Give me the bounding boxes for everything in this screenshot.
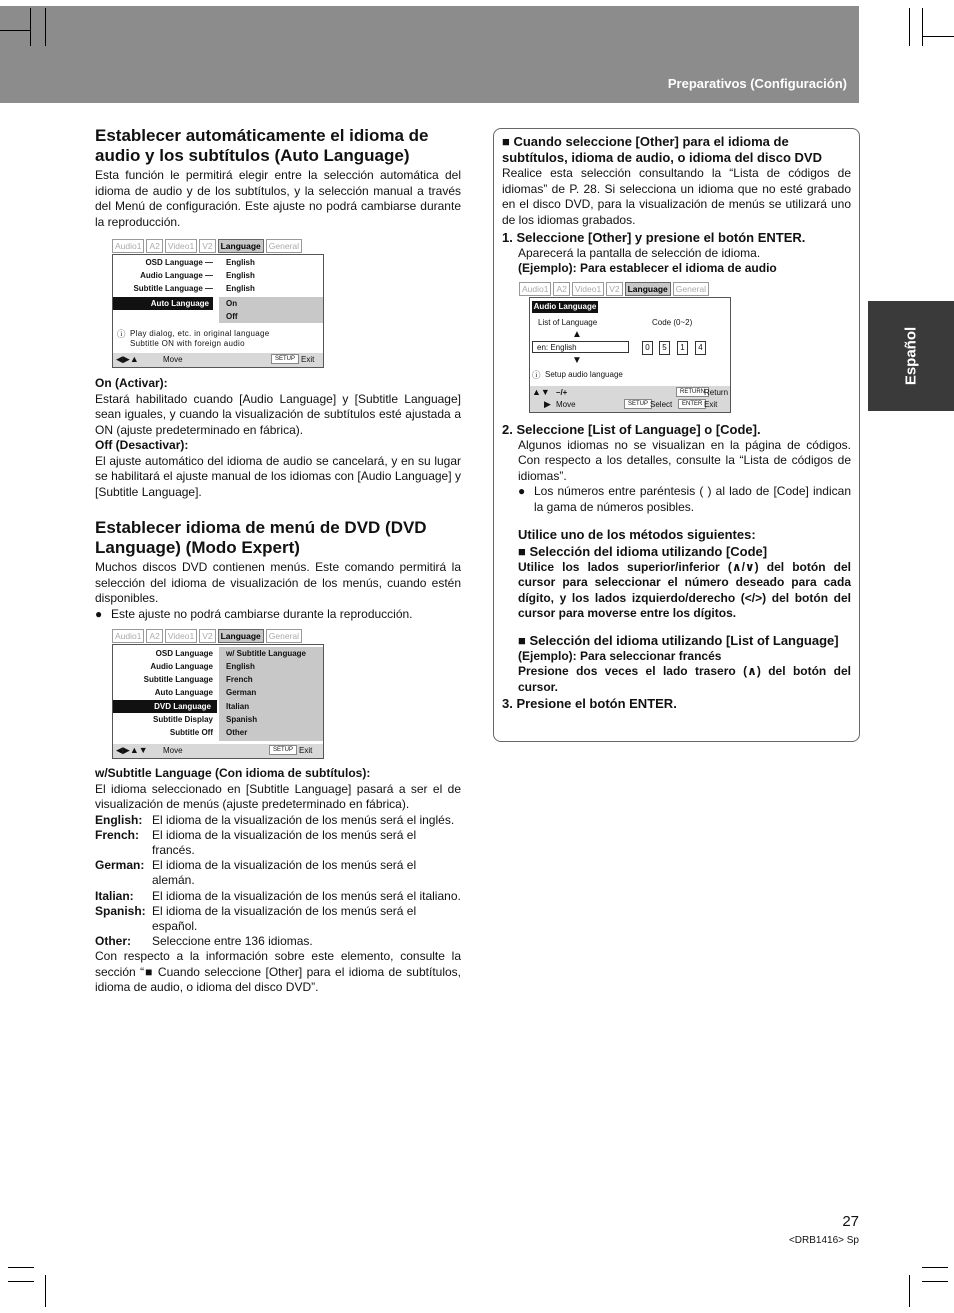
tab-video1: Video1	[165, 629, 197, 643]
dvd-language-bullet	[95, 607, 461, 623]
step-2-text: Algunos idiomas no se visualizan en la página de códigos. Con respecto a los detalles, consulte la “Lista de códigos de idiomas”.	[518, 437, 851, 483]
definition-value: El idioma de la visualización de los menús será el alemán.	[152, 858, 417, 888]
other-intro: Realice esta selección consultando la “Lista de códigos de idiomas” de P. 28. Si selecciona un idioma que no esté grabado en el disco DVD, para la visualización de menús se utilizará uno de los idiomas grabados.	[502, 166, 851, 227]
osd-row-label: Audio Language —	[140, 271, 213, 280]
crop-mark	[909, 8, 910, 46]
osd-footer	[530, 386, 730, 412]
osd-row-label: Subtitle Display	[152, 715, 213, 724]
page-number: 27	[842, 1213, 859, 1230]
osd-return-label: Return	[704, 388, 729, 397]
definition-value: El idioma de la visualización de los menús será el italiano.	[152, 888, 461, 903]
section-title-auto-language: Establecer automáticamente el idioma de audio y los subtítulos (Auto Language)	[95, 126, 429, 165]
osd-row-label: Audio Language	[150, 662, 213, 671]
tab-general: General	[266, 239, 302, 253]
tab-a2: A2	[146, 629, 162, 643]
osd-row-label: OSD Language	[155, 649, 213, 658]
crop-mark	[45, 8, 46, 46]
tab-language: Language	[218, 629, 264, 643]
other-language-section	[502, 134, 851, 277]
osd-auto-language-screen	[112, 239, 324, 368]
bullet-dot-icon: ●	[518, 484, 526, 498]
crop-mark	[922, 36, 954, 37]
tab-audio1: Audio1	[112, 629, 144, 643]
bullet-text: Los números entre paréntesis ( ) al lado de [Code] indican la gama de números posibles.	[534, 484, 851, 514]
osd-row-selected: DVD Language	[113, 700, 217, 713]
ws-text: El idioma seleccionado en [Subtitle Language] pasará a ser el de visualización de menús (ajuste predeterminado en fábrica).	[95, 781, 461, 811]
tab-audio1: Audio1	[519, 282, 551, 296]
enter-key: ENTER	[678, 399, 706, 409]
osd-tabs	[112, 239, 304, 253]
definition-row	[95, 858, 461, 888]
crop-mark	[30, 8, 31, 46]
osd-row-value: English	[226, 271, 255, 280]
methods-heading: Utilice uno de los métodos siguientes:	[518, 527, 756, 542]
on-heading: On (Activar):	[95, 376, 168, 390]
setup-key: SETUP	[271, 354, 299, 364]
osd-row-selected: Auto Language	[113, 297, 213, 310]
osd-option: Italian	[226, 702, 250, 711]
osd-info-line: Subtitle ON with foreign audio	[130, 339, 245, 348]
osd-dvd-language-screen	[112, 629, 324, 759]
osd-info-line: Play dialog, etc. in original language	[130, 329, 270, 338]
osd-move-label: Move	[556, 400, 576, 409]
osd-option: English	[226, 662, 255, 671]
info-icon: ⓘ	[532, 370, 541, 380]
definition-key: Spanish:	[95, 903, 146, 918]
list-of-language-label: List of Language	[538, 318, 598, 327]
tab-language: Language	[625, 282, 671, 296]
closing-reference: Con respecto a la información sobre este elemento, consulte la sección “■ Cuando seleccione [Other] para el idioma de subtítulos, idioma de audio, o idioma del disco DVD”.	[95, 949, 461, 995]
osd-option: Other	[226, 728, 248, 737]
setup-key: SETUP	[269, 745, 297, 755]
osd-row-value: English	[226, 258, 255, 267]
definition-value: El idioma de la visualización de los menús será el francés.	[152, 827, 417, 857]
steps-2-3	[502, 422, 851, 712]
definition-value: Seleccione entre 136 idiomas.	[152, 934, 313, 949]
section-title: Preparativos (Configuración)	[667, 76, 847, 91]
definition-key: Other:	[95, 934, 131, 949]
osd-row-label: Auto Language	[154, 688, 213, 697]
osd-exit-label: Exit	[301, 355, 315, 364]
definition-key: French:	[95, 827, 140, 842]
definition-row	[95, 934, 461, 949]
definition-row	[95, 904, 461, 934]
code-label: Code (0~2)	[652, 318, 693, 327]
section-dvd-language	[95, 518, 461, 622]
crop-mark	[45, 1275, 46, 1307]
off-text: El ajuste automático del idioma de audio se cancelará, y en su lugar se habilitará el ajuste manual de los idiomas con [Audio Language] y [Subtitle Language].	[95, 453, 461, 499]
definition-row	[95, 813, 461, 828]
arrow-keys-icon: ◀▶▲	[116, 354, 139, 364]
crop-mark	[922, 1281, 948, 1282]
bullet-dot-icon: ●	[95, 606, 103, 621]
step-1-example: (Ejemplo): Para establecer el idioma de audio	[518, 261, 777, 275]
tab-general: General	[266, 629, 302, 643]
step-1-text: Aparecerá la pantalla de selección de idioma.	[518, 245, 761, 260]
tab-language: Language	[218, 239, 264, 253]
definition-row	[95, 889, 461, 904]
setup-key: SETUP	[624, 399, 652, 409]
auto-language-intro: Esta función le permitirá elegir entre la selección automática del idioma de audio y de los subtítulos, y la selección manual a través del Menú de configuración. Este ajuste no podrá cambiarse durante la reproducción.	[95, 168, 461, 229]
osd-row-label: Subtitle Language	[143, 675, 213, 684]
osd-option: Spanish	[226, 715, 258, 724]
crop-mark	[0, 30, 30, 31]
info-icon: ⓘ	[117, 329, 126, 339]
osd-row-value: English	[226, 284, 255, 293]
other-title: ■ Cuando seleccione [Other] para el idioma de subtítulos, idioma de audio, o idioma del disco DVD	[502, 134, 822, 165]
osd-tabs	[112, 629, 304, 643]
osd-row-label: Subtitle Language —	[133, 284, 213, 293]
osd-row-label: OSD Language —	[145, 258, 213, 267]
method-list-title: ■ Selección del idioma utilizando [List of Language]	[518, 632, 839, 648]
on-off-description	[95, 376, 461, 500]
definition-value: El idioma de la visualización de los menús será el inglés.	[152, 812, 455, 827]
bullet-text: Este ajuste no podrá cambiarse durante la reproducción.	[111, 606, 413, 621]
minus-plus-label: –/+	[556, 388, 568, 397]
ws-heading: w/Subtitle Language (Con idioma de subtítulos):	[95, 766, 371, 780]
section-auto-language	[95, 126, 461, 230]
definition-row	[95, 828, 461, 858]
osd-option: German	[226, 688, 257, 697]
step-3: 3. Presione el botón ENTER.	[502, 696, 677, 711]
osd-select-label: Select	[650, 400, 673, 409]
osd-footer	[113, 744, 323, 758]
osd-footer	[113, 353, 323, 367]
tab-v2: V2	[199, 239, 215, 253]
osd-panel	[112, 254, 324, 368]
down-arrow-icon: ▼	[572, 355, 582, 366]
side-tab-label: Español	[902, 326, 920, 386]
osd-option-off: Off	[226, 312, 238, 321]
section-title-dvd-language: Establecer idioma de menú de DVD (DVD Language) (Modo Expert)	[95, 518, 427, 557]
on-text: Estará habilitado cuando [Audio Language] y [Subtitle Language] sean iguales, y cuando la visualización de subtítulos esté ajustada a ON (ajuste predeterminado en fábrica).	[95, 391, 461, 437]
osd-panel	[529, 297, 731, 413]
osd-option: French	[226, 675, 253, 684]
code-digit: 0	[642, 341, 653, 355]
dvd-language-intro: Muchos discos DVD contienen menús. Este comando permitirá la selección del idioma de visualización de los menús, cuando estén disponibles.	[95, 560, 461, 605]
crop-mark	[922, 1267, 948, 1268]
crop-mark	[8, 1281, 34, 1282]
crop-mark	[922, 8, 923, 46]
tab-v2: V2	[199, 629, 215, 643]
language-side-tab	[868, 301, 954, 411]
tab-video1: Video1	[572, 282, 604, 296]
tab-v2: V2	[606, 282, 622, 296]
method-list-text: Presione dos veces el lado trasero (∧) del botón del cursor.	[518, 664, 851, 694]
method-code-title: ■ Selección del idioma utilizando [Code]	[518, 543, 768, 559]
document-code: <DRB1416> Sp	[788, 1235, 859, 1246]
definition-key: German:	[95, 858, 145, 873]
crop-mark	[909, 1275, 910, 1307]
tab-a2: A2	[553, 282, 569, 296]
osd-tabs	[519, 282, 711, 296]
crop-mark	[8, 1267, 34, 1268]
definition-key: English:	[95, 812, 143, 827]
arrow-keys-icon: ◀▶▲▼	[116, 745, 148, 755]
step-1: 1. Seleccione [Other] y presione el botón ENTER.	[502, 230, 806, 245]
right-key-icon: ▶	[544, 399, 551, 409]
osd-option-on: On	[226, 299, 238, 308]
code-digit: 4	[695, 341, 706, 355]
tab-general: General	[673, 282, 709, 296]
osd-option: w/ Subtitle Language	[226, 649, 307, 658]
osd-info-line: Setup audio language	[545, 370, 623, 379]
method-list-example: (Ejemplo): Para seleccionar francés	[518, 648, 722, 663]
osd-panel	[112, 644, 324, 759]
off-heading: Off (Desactivar):	[95, 438, 189, 452]
code-digit: 1	[677, 341, 688, 355]
method-code-text: Utilice los lados superior/inferior (∧/∨) del botón del cursor para seleccionar el número deseado para cada dígito, y los lados izquierdo/derecho (</>) del botón del cursor para moverse entre los dígitos.	[518, 559, 851, 620]
return-key: RETURN	[676, 387, 709, 397]
step-2-bullet	[518, 484, 851, 515]
osd-move-label: Move	[163, 746, 183, 755]
osd-row-label: Subtitle Off	[169, 728, 213, 737]
step-2: 2. Seleccione [List of Language] o [Code].	[502, 422, 761, 437]
up-down-keys-icon: ▲▼	[532, 387, 550, 397]
osd-exit-label: Exit	[704, 400, 718, 409]
language-list-field: en: English	[532, 341, 629, 353]
osd-exit-label: Exit	[299, 746, 313, 755]
dvd-language-options	[95, 766, 461, 996]
header-bar	[0, 6, 859, 103]
osd-title: Audio Language	[533, 302, 597, 311]
tab-audio1: Audio1	[112, 239, 144, 253]
definition-key: Italian:	[95, 888, 134, 903]
definition-value: El idioma de la visualización de los menús será el español.	[152, 903, 417, 933]
up-arrow-icon: ▲	[572, 329, 582, 340]
code-digit: 5	[659, 341, 670, 355]
tab-video1: Video1	[165, 239, 197, 253]
osd-audio-language-screen	[519, 282, 731, 412]
osd-move-label: Move	[163, 355, 183, 364]
tab-a2: A2	[146, 239, 162, 253]
